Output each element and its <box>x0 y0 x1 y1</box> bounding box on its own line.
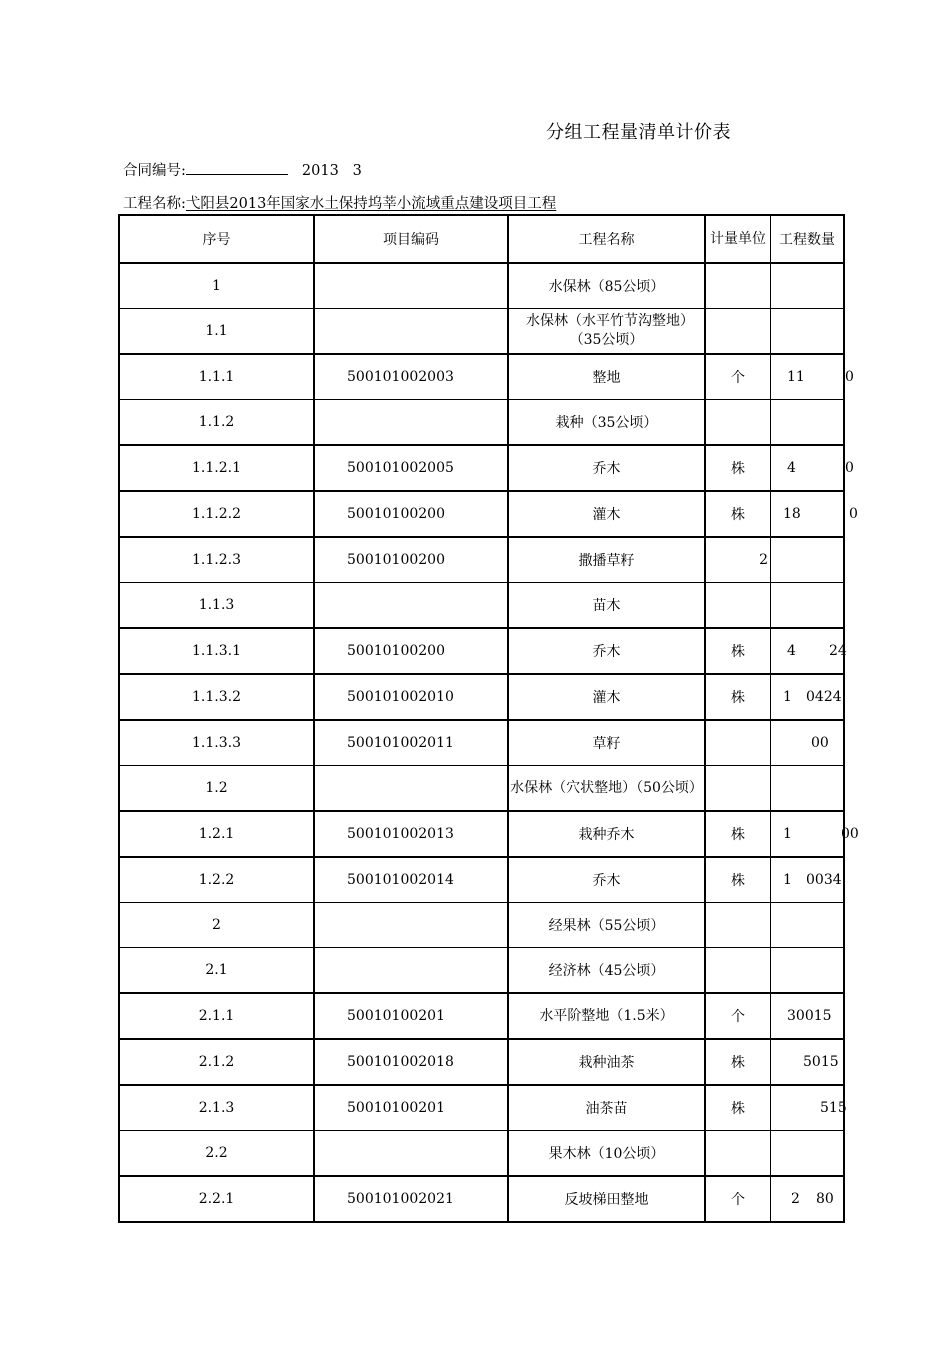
cell-name: 栽种乔木 <box>508 811 705 857</box>
cell-qty <box>771 857 845 903</box>
cell-code: 50010100200 <box>314 628 508 674</box>
cell-seq: 2.2 <box>119 1131 314 1177</box>
cell-qty <box>771 263 845 309</box>
qty-part-a: 18 <box>783 506 801 522</box>
cell-code: 500101002021 <box>314 1176 508 1222</box>
cell-seq: 1.1.2.3 <box>119 537 314 583</box>
cell-qty <box>771 1039 845 1085</box>
table-row <box>119 263 844 309</box>
cell-seq: 1.1.2.1 <box>119 445 314 491</box>
header-seq: 序号 <box>119 215 314 263</box>
cell-qty <box>771 1176 845 1222</box>
header-qty: 工程数量 <box>771 215 845 263</box>
cell-qty <box>771 720 845 766</box>
cell-code: 500101002005 <box>314 445 508 491</box>
project-label: 工程名称: <box>123 196 186 212</box>
cell-name: 乔木 <box>508 445 705 491</box>
cell-code: 50010100201 <box>314 1085 508 1131</box>
project-name: 弋阳县2013年国家水土保持坞莘小流域重点建设项目工程 <box>185 196 557 212</box>
table-row <box>119 628 844 674</box>
cell-code <box>314 1131 508 1177</box>
cell-seq: 1.1.3 <box>119 583 314 629</box>
qty-part-a: 30015 <box>787 1008 832 1024</box>
table-row <box>119 491 844 537</box>
cell-unit: 株 <box>705 857 771 903</box>
table-row <box>119 1131 844 1177</box>
cell-seq: 1.2.2 <box>119 857 314 903</box>
cell-code: 500101002018 <box>314 1039 508 1085</box>
cell-name: 乔木 <box>508 628 705 674</box>
cell-code: 50010100200 <box>314 537 508 583</box>
table-row <box>119 766 844 812</box>
cell-name: 油茶苗 <box>508 1085 705 1131</box>
cell-seq: 2.1.2 <box>119 1039 314 1085</box>
cell-name: 经果林（55公顷） <box>508 903 705 948</box>
cell-qty <box>771 993 845 1039</box>
contract-number-blank <box>186 160 288 175</box>
cell-seq: 2.1 <box>119 948 314 994</box>
qty-part-a: 1 <box>783 689 792 705</box>
cell-qty <box>771 948 845 994</box>
cell-unit: 2 <box>705 537 771 583</box>
page-title: 分组工程量清单计价表 <box>546 122 731 143</box>
qty-part-a: 4 <box>787 643 796 659</box>
cell-code: 500101002014 <box>314 857 508 903</box>
cell-qty <box>771 766 845 812</box>
table-row <box>119 948 844 994</box>
cell-qty <box>771 354 854 400</box>
cell-seq: 2.1.1 <box>119 993 314 1039</box>
cell-name: 水保林（穴状整地）（50公顷） <box>508 766 705 812</box>
table-row <box>119 903 844 948</box>
table-row <box>119 811 844 857</box>
cell-unit: 株 <box>705 811 771 857</box>
table-row <box>119 583 844 629</box>
cell-name: 栽种油茶 <box>508 1039 705 1085</box>
table-row <box>119 537 844 583</box>
contract-label: 合同编号: <box>123 163 186 179</box>
cell-name: 经济林（45公顷） <box>508 948 705 994</box>
cell-seq: 1.1.2.2 <box>119 491 314 537</box>
qty-part-b: 0 <box>845 369 854 385</box>
qty-part-b: 80 <box>816 1191 834 1207</box>
cell-unit: 株 <box>705 445 771 491</box>
cell-unit: 株 <box>705 1039 771 1085</box>
table-row <box>119 354 844 400</box>
table-row <box>119 993 844 1039</box>
cell-unit <box>705 309 771 355</box>
cell-qty <box>771 445 854 491</box>
cell-unit <box>705 948 771 994</box>
qty-part-b: 00 <box>841 826 859 842</box>
cell-name: 草籽 <box>508 720 705 766</box>
table-row <box>119 857 844 903</box>
table-row <box>119 309 844 355</box>
cell-name: 整地 <box>508 354 705 400</box>
qty-part-b: 24 <box>829 643 847 659</box>
cell-unit: 株 <box>705 628 771 674</box>
table-row <box>119 674 844 720</box>
cell-code: 500101002011 <box>314 720 508 766</box>
cell-code: 50010100201 <box>314 993 508 1039</box>
cell-name: 乔木 <box>508 857 705 903</box>
qty-part-b: 5015 <box>803 1054 839 1070</box>
cell-seq: 1.1.3.3 <box>119 720 314 766</box>
cell-code <box>314 263 508 309</box>
qty-part-a: 1 <box>783 872 792 888</box>
cell-unit <box>705 263 771 309</box>
table-header-row <box>119 215 844 263</box>
table-row <box>119 1085 844 1131</box>
cell-code: 50010100200 <box>314 491 508 537</box>
cell-qty <box>771 583 845 629</box>
contract-month: 3 <box>352 163 362 179</box>
cell-qty <box>771 1131 845 1177</box>
qty-part-b: 515 <box>820 1100 847 1116</box>
qty-part-b: 0424 <box>806 689 842 705</box>
qty-part-b: 00 <box>811 735 829 751</box>
cell-qty <box>771 491 858 537</box>
cell-unit: 个 <box>705 993 771 1039</box>
cell-code <box>314 309 508 355</box>
cell-name: 水保林（水平竹节沟整地） （35公顷） <box>508 309 705 355</box>
cell-qty <box>771 903 845 948</box>
cell-seq: 2 <box>119 903 314 948</box>
quantity-table <box>118 214 859 1223</box>
cell-qty <box>771 811 859 857</box>
contract-year: 2013 <box>301 163 339 179</box>
cell-code <box>314 766 508 812</box>
header-unit: 计量单位 <box>705 215 771 263</box>
cell-seq: 1.1.1 <box>119 354 314 400</box>
cell-unit <box>705 400 771 446</box>
cell-code: 500101002003 <box>314 354 508 400</box>
cell-unit: 株 <box>705 674 771 720</box>
cell-name: 撒播草籽 <box>508 537 705 583</box>
cell-name: 栽种（35公顷） <box>508 400 705 446</box>
cell-unit: 个 <box>705 354 771 400</box>
table-row <box>119 445 844 491</box>
qty-part-a: 1 <box>783 826 792 842</box>
cell-name: 灌木 <box>508 491 705 537</box>
cell-name: 水保林（85公顷） <box>508 263 705 309</box>
project-name-line <box>123 192 556 213</box>
cell-seq: 1 <box>119 263 314 309</box>
cell-code <box>314 903 508 948</box>
qty-part-b: 0 <box>849 506 858 522</box>
cell-code <box>314 583 508 629</box>
cell-seq: 1.2 <box>119 766 314 812</box>
table-row <box>119 400 844 446</box>
cell-qty <box>771 674 845 720</box>
cell-unit <box>705 903 771 948</box>
cell-name: 果木林（10公顷） <box>508 1131 705 1177</box>
cell-unit: 株 <box>705 1085 771 1131</box>
qty-part-a: 4 <box>787 460 796 476</box>
cell-qty <box>771 400 845 446</box>
cell-name: 水平阶整地（1.5米） <box>508 993 705 1039</box>
cell-code: 500101002010 <box>314 674 508 720</box>
header-name: 工程名称 <box>508 215 705 263</box>
table-row <box>119 720 844 766</box>
cell-unit <box>705 720 771 766</box>
cell-unit <box>705 583 771 629</box>
cell-code <box>314 400 508 446</box>
cell-seq: 2.2.1 <box>119 1176 314 1222</box>
cell-unit: 个 <box>705 1176 771 1222</box>
contract-number-line <box>123 159 362 180</box>
qty-part-a: 11 <box>787 369 805 385</box>
cell-unit: 株 <box>705 491 771 537</box>
cell-seq: 1.2.1 <box>119 811 314 857</box>
qty-part-b: 0 <box>845 460 854 476</box>
cell-name: 反坡梯田整地 <box>508 1176 705 1222</box>
cell-seq: 1.1.2 <box>119 400 314 446</box>
qty-part-a: 2 <box>791 1191 800 1207</box>
qty-part-b: 0034 <box>806 872 842 888</box>
header-code: 项目编码 <box>314 215 508 263</box>
cell-qty <box>771 1085 845 1131</box>
cell-qty <box>771 537 845 583</box>
cell-seq: 2.1.3 <box>119 1085 314 1131</box>
cell-name: 苗木 <box>508 583 705 629</box>
cell-seq: 1.1.3.2 <box>119 674 314 720</box>
cell-unit <box>705 766 771 812</box>
cell-qty <box>771 309 845 355</box>
cell-unit <box>705 1131 771 1177</box>
cell-seq: 1.1.3.1 <box>119 628 314 674</box>
cell-code <box>314 948 508 994</box>
table-row <box>119 1176 844 1222</box>
cell-seq: 1.1 <box>119 309 314 355</box>
table-row <box>119 1039 844 1085</box>
cell-code: 500101002013 <box>314 811 508 857</box>
cell-name: 灌木 <box>508 674 705 720</box>
cell-qty <box>771 628 845 674</box>
